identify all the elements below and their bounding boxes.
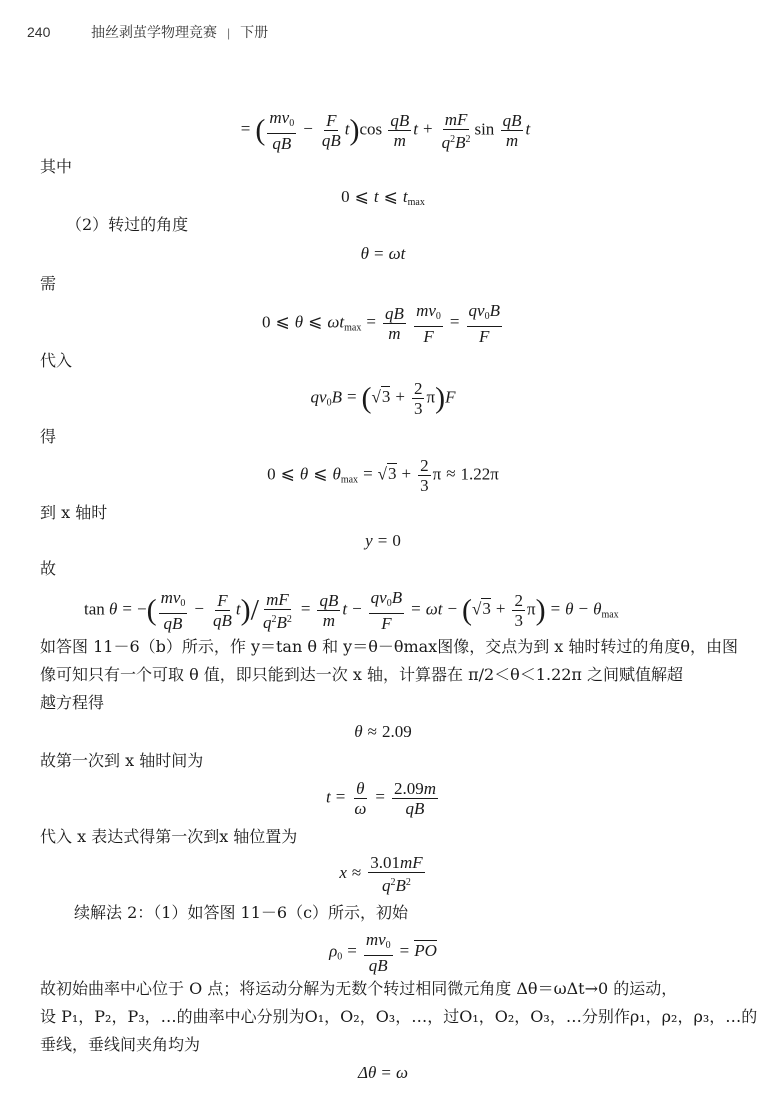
equation-theta-value: θ ≈ 2.09: [354, 722, 412, 741]
page-number: 240: [27, 24, 51, 40]
text-position-label: 代入 x 表达式得第一次到x 轴位置为: [40, 827, 298, 846]
equation-rho0: $\rho_0$ = $\frac{mv_0}{qB}$ = PO: [329, 930, 437, 975]
book-title: 抽丝剥茧学物理竞赛: [91, 24, 217, 40]
equation-top: = ( $\frac{mv_0}{qB}$ − $\frac{F}{qB}$ t)cos $\frac{qB}{m}$ t + $\frac{mF}{q^2B^2}$ sin $\frac{qB}{m}$ t: [240, 108, 531, 153]
equation-theta-def: θ = ωt: [360, 244, 406, 263]
paragraph2-line1: 故初始曲率中心位于 O 点；将运动分解为无数个转过相同微元角度 Δθ＝ωΔt→0 的运动，: [40, 979, 678, 998]
volume-label: 下册: [240, 24, 269, 40]
method2-line: 续解法 2：（1）如答图 11－6（c）所示，初始: [74, 903, 409, 922]
equation-y-zero: y = 0: [365, 531, 401, 550]
paragraph1-line1: 如答图 11－6（b）所示，作 y＝tan θ 和 y＝θ－θmax图像，交点为到 x 轴时转过的角度θ，由图: [40, 637, 739, 656]
text-qizhong: 其中: [40, 157, 73, 176]
paragraph1-line2: 像可知只有一个可取 θ 值，即只能到达一次 x 轴，计算器在 π/2＜θ＜1.22π 之间赋值解超: [40, 665, 684, 684]
equation-theta-bound: 0 ⩽ θ ⩽ $\theta_{max} = √3$ + $\frac{2}{3}$ π ≈ 1.22π: [267, 456, 499, 495]
equation-t-value: t = $\frac{\theta}{\omega}$ = $\frac{2.09m}{qB}$: [326, 779, 436, 818]
text-dairu: 代入: [40, 351, 73, 370]
equation-t-range: 0 ⩽ t ⩽ $t_{max}$: [341, 187, 425, 208]
paragraph2-line3: 垂线，垂线间夹角均为: [40, 1035, 201, 1054]
text-gu: 故: [40, 559, 57, 578]
equation-delta-theta: Δθ = ω: [358, 1063, 408, 1082]
equation-tan: tan θ = −( $\frac{mv_0}{qB}$ − $\frac{F}{qB}$ t)/ $\frac{mF}{q^2B^2}$ = $\frac{qB}{m}$ t − $\frac{qv_0B}{F}$ = ωt − (√3 + $\frac{2}{3}$ $\pi) = \theta - \theta_{max}$: [84, 588, 619, 633]
equation-substitute: $qv_0B = (√3$ + $\frac{2}{3}$ π)F: [310, 379, 456, 418]
running-header: [27, 22, 268, 42]
paragraph2-line2: 设 P₁，P₂，P₃，…的曲率中心分别为O₁，O₂，O₃，…，过O₁，O₂，O₃，…分别作ρ₁，ρ₂，ρ₃，…的: [40, 1007, 758, 1026]
text-xu: 需: [40, 274, 57, 293]
equation-x-value: x ≈ $\frac{3.01mF}{q^2B^2}$: [339, 853, 423, 895]
paragraph1-line3: 越方程得: [40, 693, 105, 712]
text-dao-x-zhou: 到 x 轴时: [40, 503, 108, 522]
text-first-time-label: 故第一次到 x 轴时间为: [40, 751, 204, 770]
header-divider: |: [227, 26, 231, 40]
equation-theta-max: 0 ⩽ θ ⩽ $\omega t_{max}$ = $\frac{qB}{m}$ $\frac{mv_0}{F}$ = $\frac{qv_0B}{F}$: [262, 301, 500, 346]
text-de: 得: [40, 427, 57, 446]
part2-heading: （2）转过的角度: [66, 215, 189, 234]
